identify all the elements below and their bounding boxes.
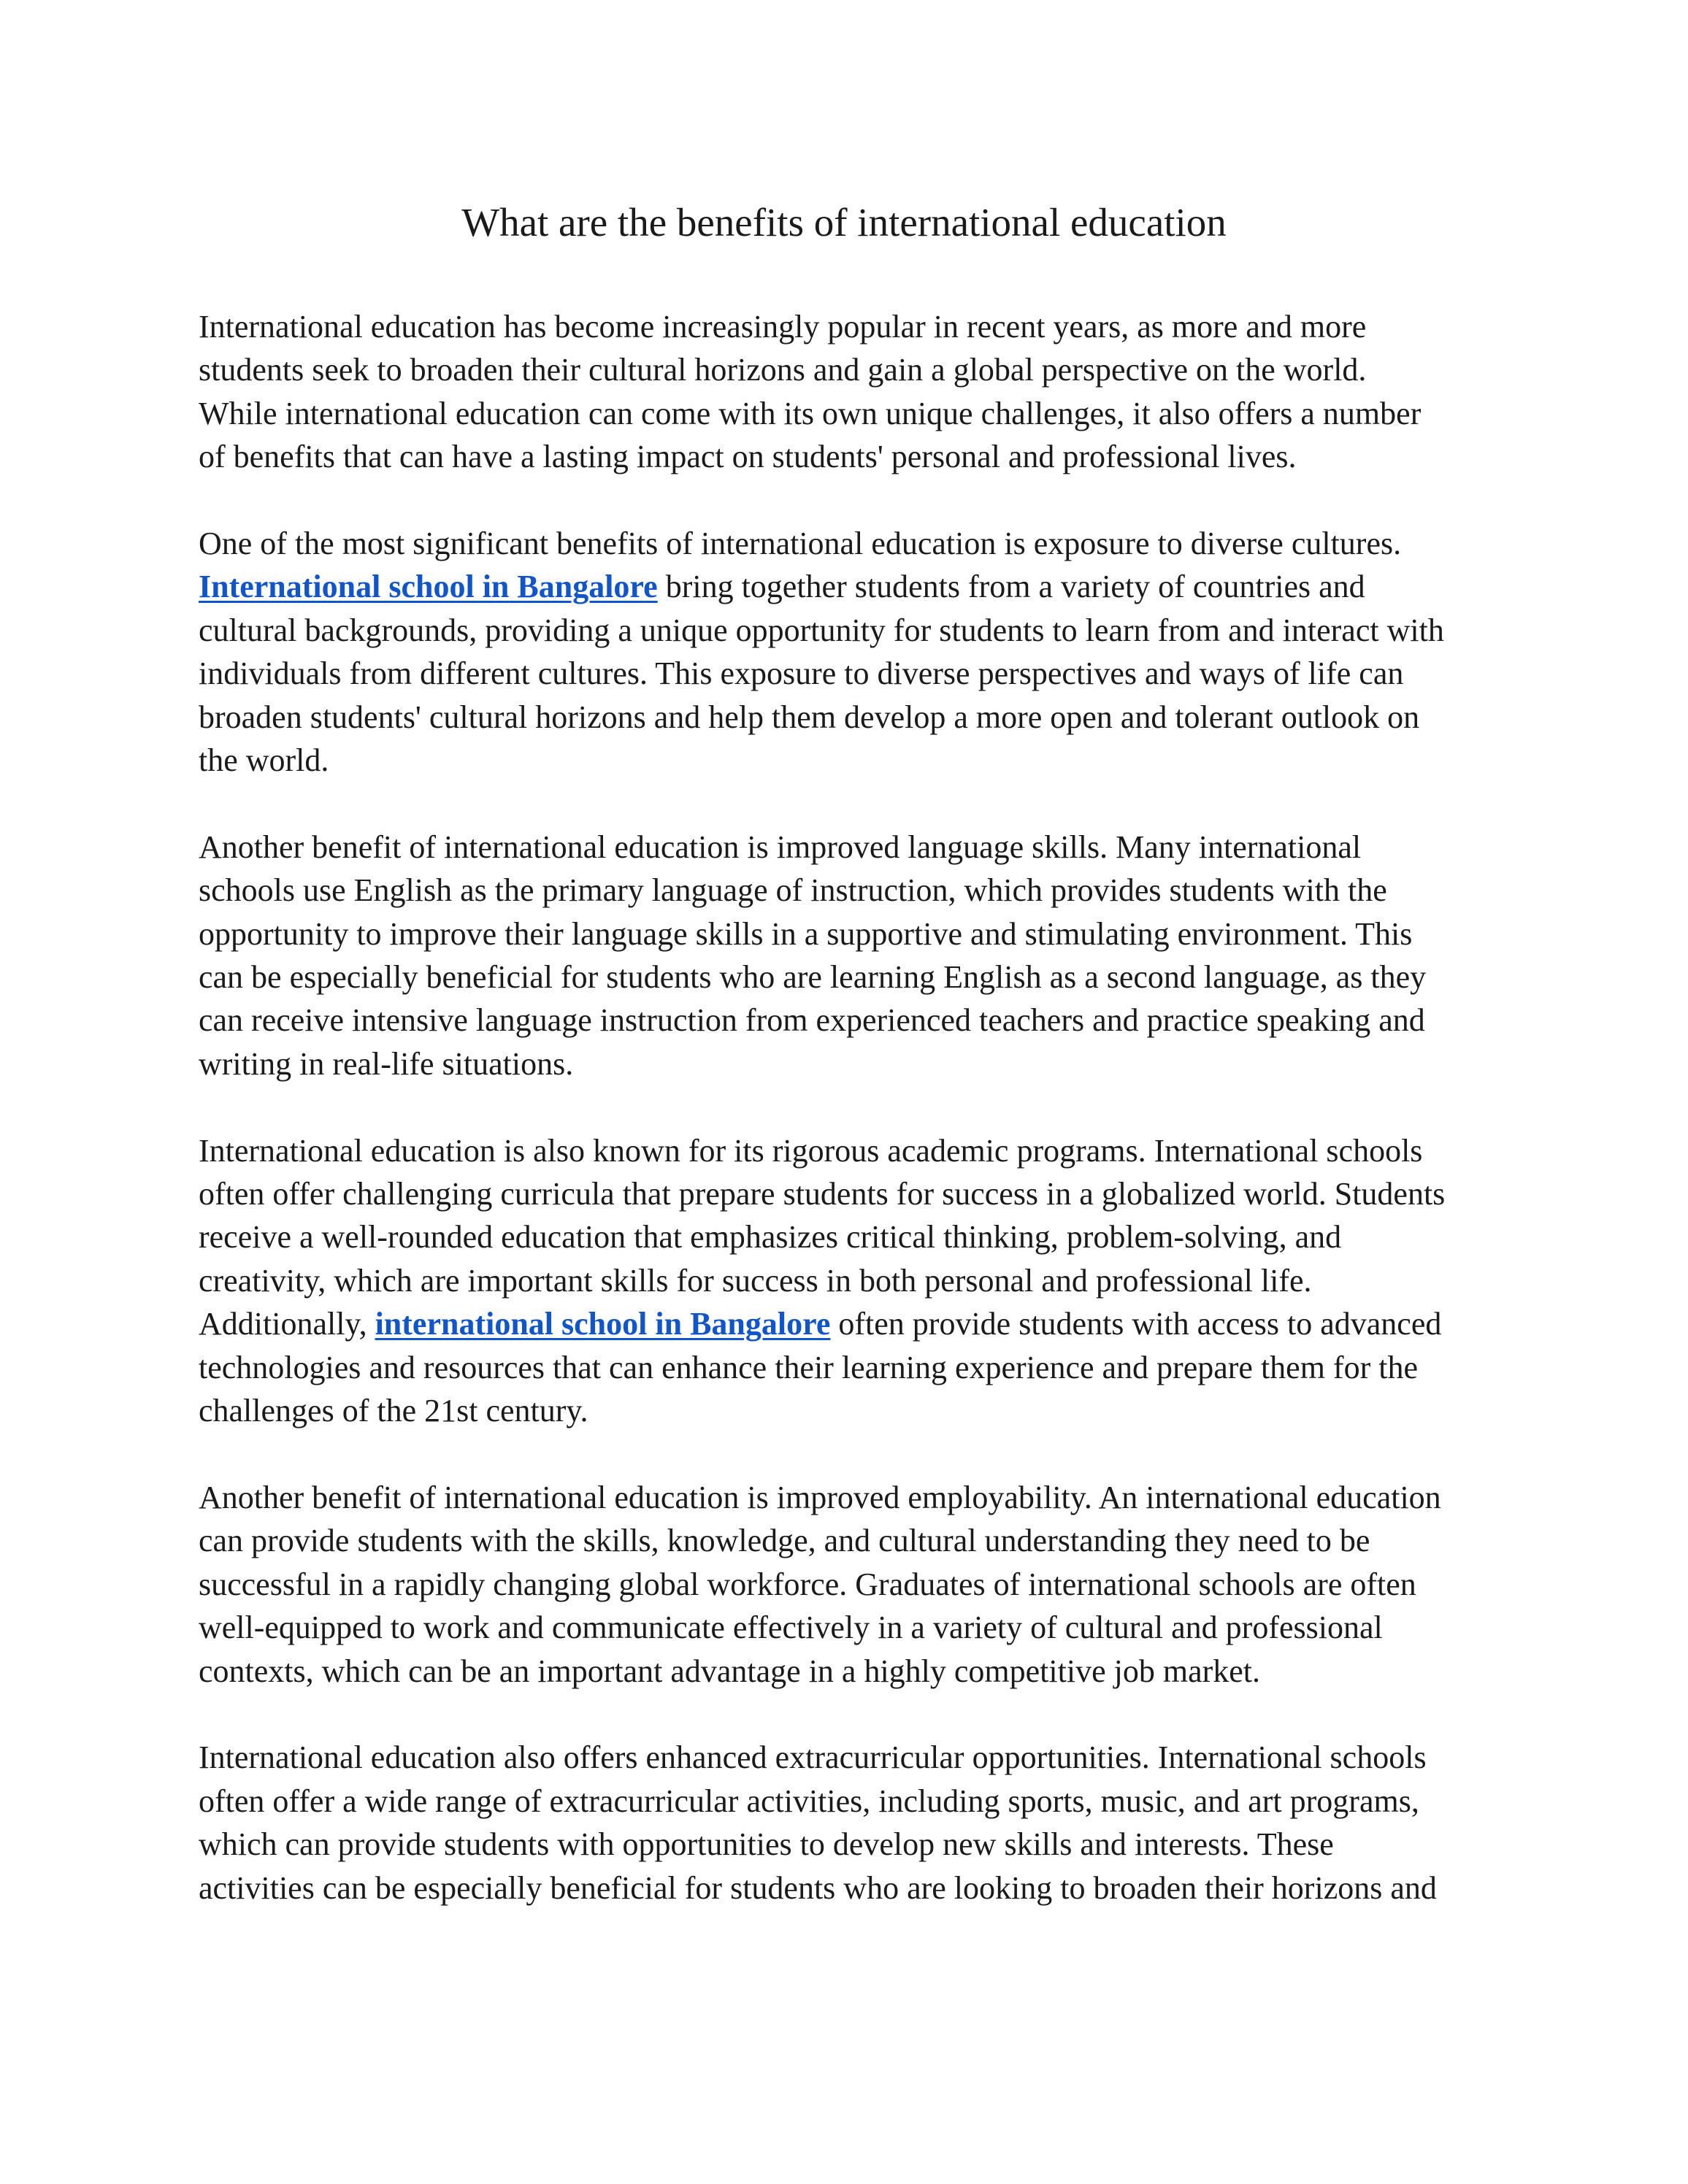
paragraph-academics: [199, 1129, 1500, 1433]
text-line: cultural backgrounds, providing a unique opportunity for students to learn from and interact with: [199, 612, 1444, 648]
text-segment: often provide students with access to advanced: [830, 1306, 1442, 1342]
text-line-with-link: [199, 565, 1500, 608]
link-international-school-bangalore[interactable]: international school in Bangalore: [375, 1306, 831, 1342]
text-line: Another benefit of international education is improved language skills. Many international: [199, 828, 1362, 865]
text-line: individuals from different cultures. This exposure to diverse perspectives and ways of life can: [199, 655, 1404, 692]
text-line: which can provide students with opportunities to develop new skills and interests. These: [199, 1826, 1334, 1863]
text-line: International education also offers enhanced extracurricular opportunities. International schools: [199, 1739, 1427, 1776]
text-line: schools use English as the primary language of instruction, which provides students with the: [199, 872, 1387, 909]
document-body: [199, 305, 1500, 1953]
text-line: While international education can come with its own unique challenges, it also offers a number: [199, 395, 1422, 431]
text-line: receive a well-rounded education that emphasizes critical thinking, problem-solving, and: [199, 1219, 1342, 1256]
text-line: contexts, which can be an important advantage in a highly competitive job market.: [199, 1653, 1260, 1689]
paragraph-language: [199, 826, 1500, 1085]
text-line: broaden students' cultural horizons and help them develop a more open and tolerant outlook on: [199, 699, 1420, 735]
text-line-with-link: [199, 1302, 1500, 1345]
text-segment: Additionally,: [199, 1306, 375, 1342]
text-line: can be especially beneficial for students who are learning English as a second language, as they: [199, 959, 1427, 996]
text-line: activities can be especially beneficial for students who are looking to broaden their horizons and: [199, 1869, 1437, 1906]
text-line: One of the most significant benefits of international education is exposure to diverse cultures.: [199, 526, 1402, 562]
link-international-school-bangalore[interactable]: International school in Bangalore: [199, 569, 658, 605]
text-line: creativity, which are important skills for success in both personal and professional life.: [199, 1262, 1312, 1299]
text-line: the world.: [199, 742, 329, 779]
text-line: students seek to broaden their cultural horizons and gain a global perspective on the world.: [199, 352, 1367, 388]
document-title: What are the benefits of international education: [461, 200, 1227, 245]
text-line: often offer challenging curricula that prepare students for success in a globalized world. Students: [199, 1176, 1446, 1212]
text-line: can provide students with the skills, knowledge, and cultural understanding they need to be: [199, 1523, 1370, 1559]
paragraph-employability: [199, 1476, 1500, 1693]
text-line: of benefits that can have a lasting impact on students' personal and professional lives.: [199, 439, 1297, 475]
text-segment: bring together students from a variety of countries and: [657, 569, 1365, 605]
paragraph-cultures: [199, 522, 1500, 782]
text-line: Another benefit of international education is improved employability. An international education: [199, 1479, 1441, 1515]
paragraph-extracurricular: [199, 1736, 1500, 1910]
text-line: writing in real-life situations.: [199, 1045, 574, 1082]
text-line: International education is also known for its rigorous academic programs. International schools: [199, 1132, 1423, 1169]
text-line: successful in a rapidly changing global workforce. Graduates of international schools are often: [199, 1566, 1416, 1602]
text-line: often offer a wide range of extracurricular activities, including sports, music, and art programs,: [199, 1783, 1419, 1819]
paragraph-intro: [199, 305, 1500, 479]
text-line: International education has become increasingly popular in recent years, as more and more: [199, 309, 1367, 345]
text-line: well-equipped to work and communicate effectively in a variety of cultural and professional: [199, 1610, 1383, 1646]
text-line: can receive intensive language instruction from experienced teachers and practice speaking and: [199, 1002, 1425, 1039]
text-line: technologies and resources that can enhance their learning experience and prepare them for the: [199, 1349, 1418, 1385]
text-line: opportunity to improve their language skills in a supportive and stimulating environment. This: [199, 915, 1413, 952]
text-line: challenges of the 21st century.: [199, 1393, 588, 1429]
